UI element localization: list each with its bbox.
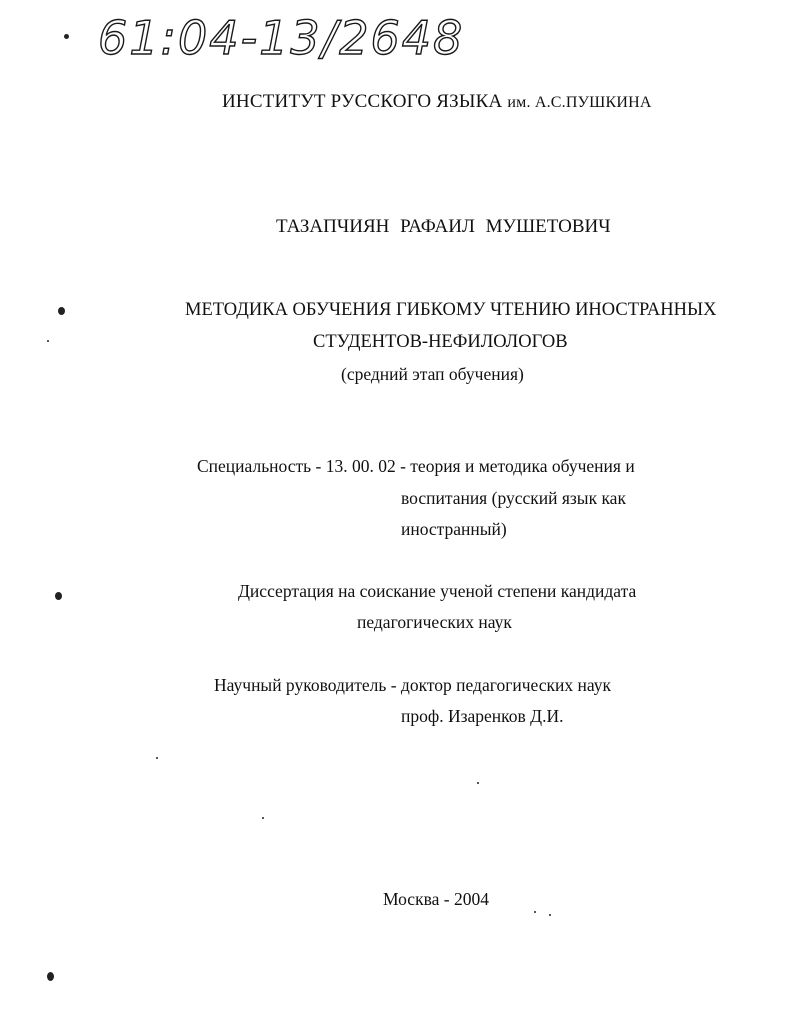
scan-mark-5 bbox=[534, 911, 536, 913]
scan-mark-7 bbox=[262, 817, 264, 819]
dissertation-line-2: педагогических наук bbox=[357, 612, 512, 632]
specialty-line-2: воспитания (русский язык как bbox=[401, 488, 626, 508]
title-line-2: СТУДЕНТОВ-НЕФИЛОЛОГОВ bbox=[313, 332, 568, 352]
dissertation-line-1: Диссертация на соискание ученой степени кандидата bbox=[238, 581, 637, 601]
city-year: Москва - 2004 bbox=[383, 889, 489, 909]
scan-mark-9 bbox=[156, 757, 158, 759]
author-name: ТАЗАПЧИЯН РАФАИЛ МУШЕТОВИЧ bbox=[276, 216, 611, 237]
specialty-line-3: иностранный) bbox=[401, 519, 507, 539]
institute-name-main: ИНСТИТУТ РУССКОГО ЯЗЫКА bbox=[222, 91, 503, 112]
scan-mark-8 bbox=[477, 782, 479, 784]
handwritten-archive-code bbox=[60, 8, 540, 64]
specialty-line-1: Специальность - 13. 00. 02 - теория и методика обучения и bbox=[197, 456, 635, 476]
scan-mark-1 bbox=[58, 307, 65, 315]
scan-mark-top bbox=[64, 34, 69, 39]
scan-mark-4 bbox=[47, 972, 54, 981]
supervisor-line-1: Научный руководитель - доктор педагогических наук bbox=[214, 675, 612, 695]
institute-name bbox=[222, 91, 652, 114]
title-line-1: МЕТОДИКА ОБУЧЕНИЯ ГИБКОМУ ЧТЕНИЮ ИНОСТРАННЫХ bbox=[185, 300, 717, 320]
scan-mark-2 bbox=[47, 340, 49, 342]
title-subtitle: (средний этап обучения) bbox=[341, 364, 524, 384]
scan-mark-6 bbox=[549, 914, 551, 916]
supervisor-line-2: проф. Изаренков Д.И. bbox=[401, 706, 564, 726]
institute-name-dedication: им. А.С.ПУШКИНА bbox=[507, 94, 652, 111]
scan-mark-3 bbox=[55, 592, 62, 600]
handwritten-code-text: 61:04-13/2648 bbox=[98, 11, 465, 64]
